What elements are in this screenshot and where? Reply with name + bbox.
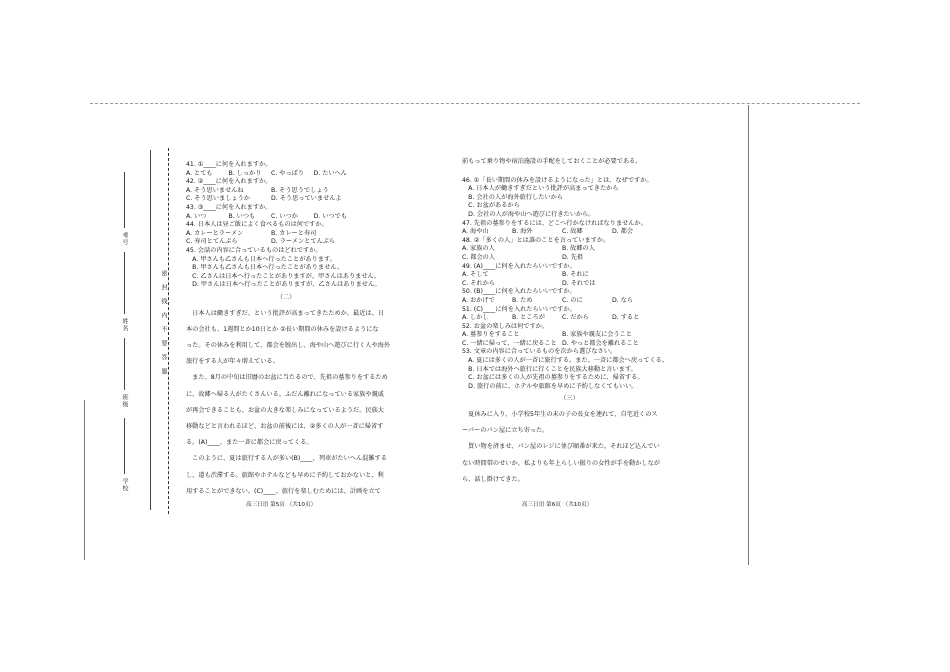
passage-line: が再会できることも、お盆の大きな楽しみになっているようだ。民族大	[186, 406, 384, 414]
right-first-line: 前もって乗り物や宿泊施設の手配をしておくことが必要である。	[462, 158, 642, 165]
question-line: D. 会社の人が海や山へ遊びに行きたいから。	[462, 210, 595, 218]
passage-line: ら、話し掛けてきた。	[462, 475, 524, 483]
option-text: B. ため	[512, 296, 533, 304]
option-text: D. たいへん	[313, 169, 347, 177]
option-row	[462, 228, 677, 237]
option-text: C. だから	[562, 314, 589, 322]
option-row	[462, 297, 677, 306]
left-passage	[186, 306, 391, 500]
option-text: D. やっと都会を離れること	[562, 339, 639, 347]
question-line: C. お盆があるから	[462, 202, 520, 210]
scan-edge-left	[84, 400, 85, 560]
question-line: 52. お盆の楽しみは何ですか。	[462, 322, 549, 330]
option-text: A. とても	[186, 169, 213, 177]
right-footer: 高三日语 第6页 （共10页）	[522, 502, 593, 508]
exam-number-line	[124, 172, 125, 228]
option-text: B. いつも	[228, 212, 256, 220]
option-text: D. そう思っていませんよ	[271, 195, 342, 203]
school-label: 学校	[121, 478, 128, 492]
passage-line: ない時間帯のせいか、私よりも年上らしい振りの女性が手を動かしなが	[462, 459, 660, 467]
option-text: B. ところが	[512, 314, 545, 322]
question-line: 45. 会話の内容に合っているものはどれですか。	[186, 246, 322, 254]
option-text: C. 都会の人	[462, 253, 496, 261]
option-text: A. いつ	[186, 212, 207, 220]
option-text: C. 故郷	[562, 228, 583, 236]
question-line: A. 夏には多くの人が一斉に旅行する。また、一斉に都会へ戻ってくる。	[462, 357, 669, 365]
question-line: B. 甲さんも乙さんも日本へ行ったことがありません。	[186, 264, 344, 272]
question-line: 51. (C)____に何を入れたらいいですか。	[462, 305, 576, 313]
question-line: 50. (B)____に何を入れたらいいですか。	[462, 288, 576, 296]
passage-line: 移動などと言われるほど、お盆の前後には、②多くの人が一斉に帰省す	[186, 422, 384, 430]
option-row	[462, 245, 677, 254]
option-text: A. 海や山	[462, 228, 489, 236]
class-line	[124, 338, 125, 390]
question-line: 46. ①「長い期間の休みを設けるようになった」とは、なぜですか。	[462, 176, 653, 184]
question-line: B. 会社の人が海外旅行したいから	[462, 193, 563, 201]
question-line: 41. ①____に何を入れますか。	[186, 161, 272, 168]
question-line: C. お盆には多くの人が先祖の墓参りをするために、帰省する。	[462, 374, 644, 382]
option-text: C. やっぱり	[271, 169, 305, 177]
left-footer: 高三日语 第5页 （共10页）	[246, 502, 317, 508]
option-text: B. そう思うでしょう	[271, 186, 329, 194]
passage-line: 用することができない。(C)____、旅行を楽しむためには、計画を立て	[186, 487, 381, 495]
name-label: 姓名	[121, 318, 128, 332]
option-text: D. ラーメンとてんぷら	[271, 238, 336, 246]
passage-line: 夏休みに入り、小学校5年生の末の子の長女を連れて、自宅近くのス	[462, 411, 658, 419]
option-row	[462, 314, 677, 323]
option-text: A. しかし	[462, 314, 489, 322]
option-row	[462, 271, 677, 280]
option-text: A. そして	[462, 271, 489, 279]
name-line	[124, 252, 125, 314]
option-row	[462, 254, 677, 263]
option-row	[186, 170, 386, 179]
option-row	[462, 331, 677, 340]
question-line: 42. ②____に何を入れますか。	[186, 178, 272, 186]
passage-line: 日本人は働きすぎだ、という批評が高まってきたためか、最近は、日	[186, 309, 384, 317]
right-passage	[462, 407, 677, 488]
question-line: A. 日本人が働きすぎだという批評が高まってきたから	[462, 185, 619, 193]
exam-number-label: 考号	[121, 232, 128, 246]
option-text: D. 都会	[612, 228, 634, 236]
option-text: A. そう思いませんね	[186, 186, 244, 194]
scan-edge-right	[748, 105, 749, 565]
option-text: D. 先祖	[562, 253, 584, 261]
passage-line: このように、夏は旅行する人が多い(B)____、列車がたいへん混雑する	[186, 455, 387, 463]
question-line: 48. ②「多くの人」とは誰のことを言っていますか。	[462, 236, 610, 244]
left-page	[186, 161, 391, 500]
option-text: A. 墓参りをすること	[462, 331, 520, 339]
option-text: B. それに	[562, 271, 589, 279]
class-label: 班级	[121, 394, 128, 408]
option-row	[186, 238, 386, 247]
option-text: D. なら	[612, 296, 634, 304]
option-text: B. 海外	[512, 228, 533, 236]
question-line: D. 旅行の前に、ホテルや旅館を早めに予約しなくてもいい。	[462, 382, 638, 390]
school-line	[124, 418, 125, 474]
question-line: C. 乙さんは日本へ行ったことがありますが、甲さんはありません。	[186, 272, 381, 280]
question-line: 47. 先祖の墓参りをするには、どこへ行かなければなりませんか。	[462, 219, 647, 227]
question-line: D. 甲さんは日本へ行ったことがありますが、乙さんはありません。	[186, 281, 381, 289]
option-text: D. すると	[612, 314, 640, 322]
question-line: B. 日本では海外へ旅行に行くことを民族大移動と言います。	[462, 365, 637, 373]
section-title-2: （二）	[276, 293, 296, 301]
option-text: A. 家族の人	[462, 245, 495, 253]
option-text: A. おかげで	[462, 296, 495, 304]
right-page	[462, 158, 677, 488]
binding-line	[150, 150, 151, 510]
right-questions	[462, 177, 677, 392]
option-text: C. そう思いましょうか	[186, 195, 250, 203]
scan-border-top	[90, 103, 860, 104]
option-text: C. 寿司とてんぷら	[186, 238, 238, 246]
option-row	[186, 213, 386, 222]
option-text: B. 家族や親友に会うこと	[562, 331, 633, 339]
passage-line: 買い物を済ませ、パン屋のレジに並び順番が来た。それほど込んでい	[462, 443, 660, 451]
passage-line: 旅行をする人が年々増えている。	[186, 358, 279, 366]
passage-line: に、故郷へ帰る人がたくさんいる。ふだん離れになっている家族や親戚	[186, 390, 384, 398]
left-questions	[186, 161, 386, 290]
passage-line: った。その休みを利用して、都会を脱出し、海や山へ遊びに行く人や海外	[186, 341, 391, 349]
option-text: D. いつでも	[313, 212, 347, 220]
option-text: B. 故郷の人	[562, 245, 595, 253]
option-text: D. それでは	[562, 279, 596, 287]
passage-line: また、8月の中旬は旧暦のお盆に当たるので、先祖の墓参りをするため	[186, 374, 388, 382]
option-text: B. しっかり	[228, 169, 262, 177]
option-text: C. のに	[562, 296, 583, 304]
option-text: C. それから	[462, 279, 496, 287]
question-line: 49. (A)____に何を入れたらいいですか。	[462, 262, 576, 270]
seal-text: 密封线内不要答题	[160, 270, 167, 382]
question-line: 53. 文章の内容に合っているものを次から選びなさい。	[462, 348, 617, 356]
option-text: A. カレーとラーメン	[186, 229, 244, 237]
question-line: 43. ③____に何を入れますか。	[186, 203, 272, 211]
seal-line	[168, 148, 169, 514]
section-title-3: （三）	[560, 395, 579, 403]
passage-line: し、道も渋滞する。旅館やホテルなども早めに予約しておかないと、利	[186, 471, 384, 479]
option-row	[186, 195, 386, 204]
passage-line: る。(A)____、また一斉に都会に戻ってくる。	[186, 439, 313, 447]
option-text: C. いつか	[271, 212, 298, 220]
option-text: C. 一緒に帰って、一緒に戻ること	[462, 339, 557, 347]
passage-line: 本の会社も、1週間とか10日とか ①長い期間の休みを設けるようにな	[186, 325, 379, 333]
passage-line: ーパーのパン屋に立ち寄った。	[462, 427, 549, 435]
option-text: B. カレーと寿司	[271, 229, 317, 237]
question-line: A. 甲さんも乙さんも日本へ行ったことがあります。	[186, 255, 336, 263]
question-line: 44. 日本人は昼ご飯によく食べるものは何ですか。	[186, 221, 328, 229]
